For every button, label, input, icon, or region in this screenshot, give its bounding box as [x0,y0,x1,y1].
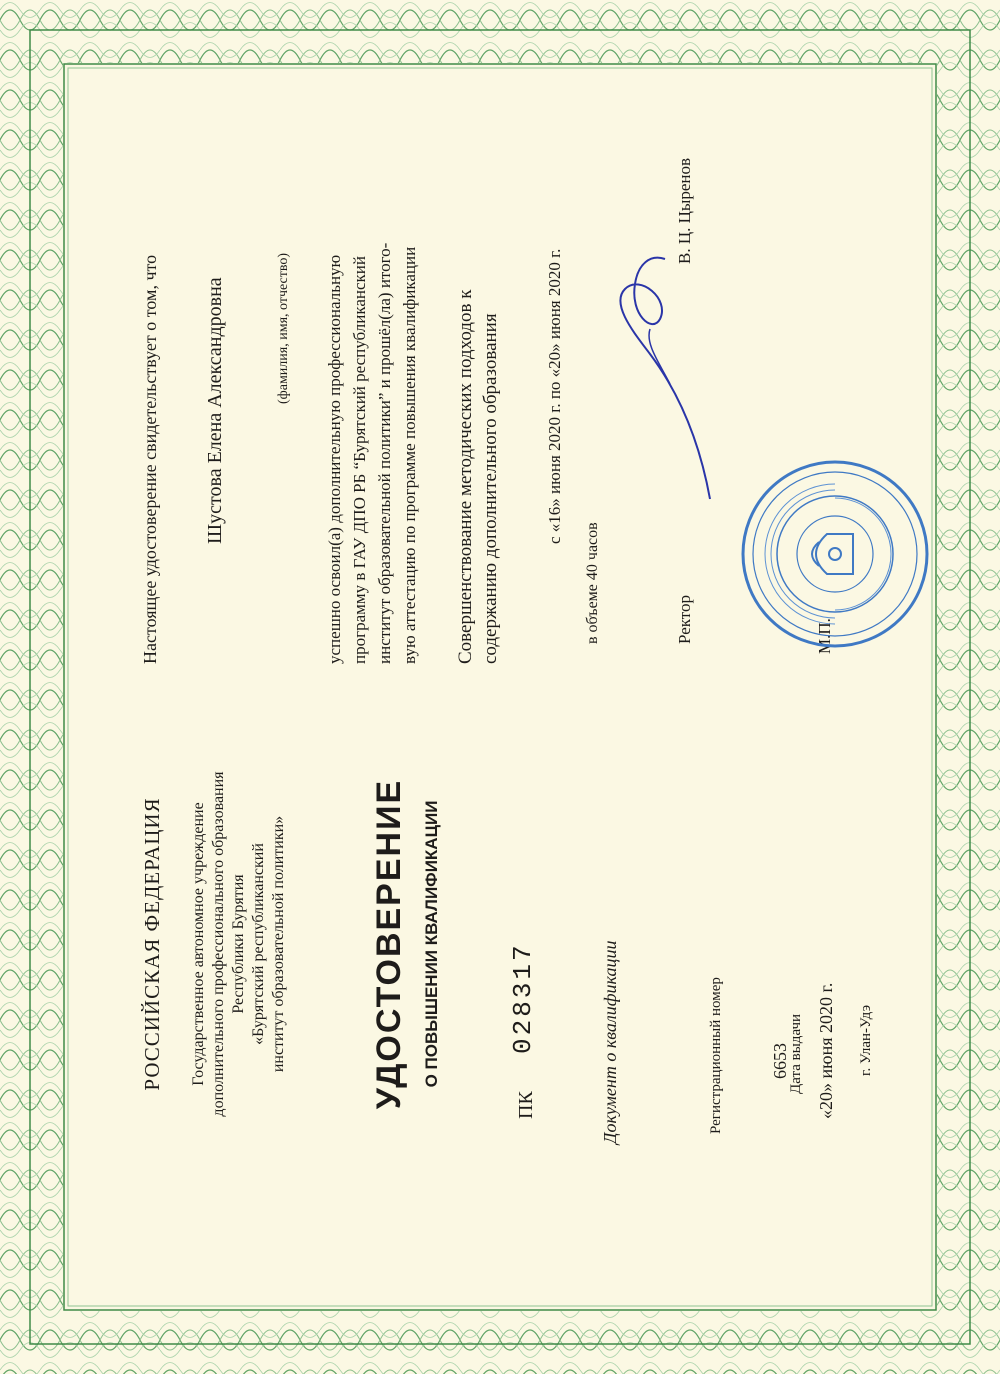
rector-signature [590,244,730,504]
seal-label: М.П. [815,618,834,654]
series-label: ПК [515,1091,537,1119]
program-line-1: Совершенствование методических подходов к [455,289,476,664]
volume: в объеме 40 часов [584,522,601,644]
document-title: УДОСТОВЕРЕНИЕ [370,778,408,1110]
institution-line-3: Республики Бурятия [230,874,247,1014]
program-line-2: содержанию дополнительного образования [480,313,501,664]
reg-number-value: 6653 [770,1043,790,1079]
issue-date-label: Дата выдачи [788,1013,804,1094]
body-line-3: институт образовательной политики” и прошёл(ла) итого- [375,242,394,664]
name-caption: (фамилия, имя, отчество) [276,252,291,404]
body-line-4: вую аттестацию по программе повышения квалификации [400,246,419,664]
holder-name: Шустова Елена Александровна [204,277,226,544]
rector-name: В. Ц. Цыренов [675,158,694,264]
official-seal [735,454,935,654]
period: с «16» июня 2020 г. по «20» июня 2020 г. [545,248,564,544]
country-title: РОССИЙСКАЯ ФЕДЕРАЦИЯ [140,797,164,1091]
body-line-1: успешно освоил(а) дополнительную профессиональную [325,254,344,664]
certificate-number: 028317 [508,942,538,1054]
rector-label: Ректор [675,594,694,644]
city: г. Улан-Удэ [858,1004,874,1076]
body-line-2: программу в ГАУ ДПО РБ “Бурятский республиканский [350,256,369,664]
institution-line-4: «Бурятский республиканский [250,843,267,1045]
document-subtitle: О ПОВЫШЕНИИ КВАЛИФИКАЦИИ [422,800,441,1088]
document-type: Документ о квалификации [600,940,620,1144]
institution-line-1: Государственное автономное учреждение [190,802,207,1086]
issue-date-value: «20» июня 2020 г. [816,982,836,1119]
intro-text: Настоящее удостоверение свидетельствует о том, что [140,254,160,664]
institution-line-2: дополнительного профессионального образования [210,771,227,1117]
institution-line-5: институт образовательной политики» [270,815,287,1073]
reg-number-label: Регистрационный номер [708,977,724,1134]
